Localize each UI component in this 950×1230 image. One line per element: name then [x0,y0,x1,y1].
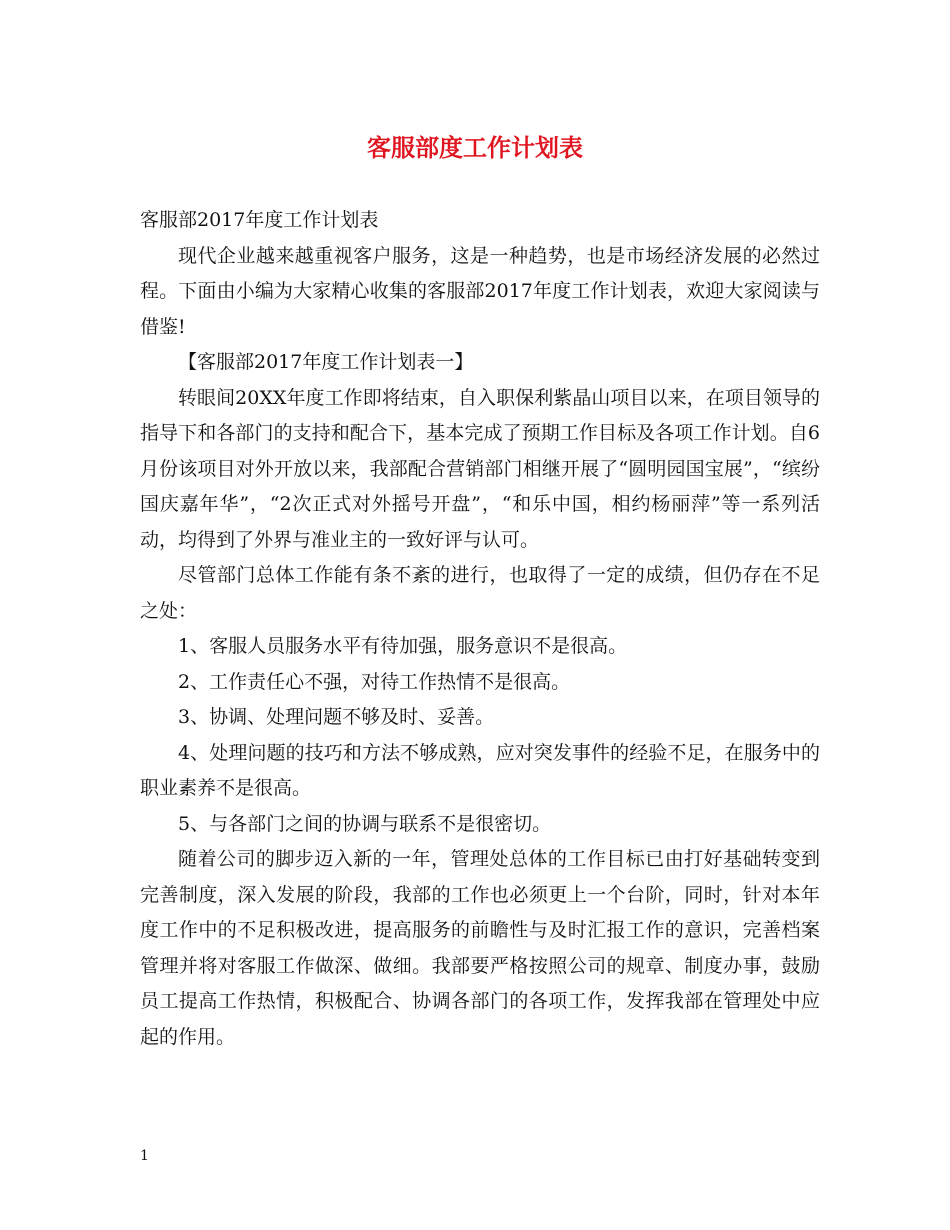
paragraph-plan: 随着公司的脚步迈入新的一年，管理处总体的工作目标已由打好基础转变到完善制度，深入发展的阶段，我部的工作也必须更上一个台阶，同时，针对本年度工作中的不足积极改进，提高服务的前瞻性与及时汇报工作的意识，完善档案管理并将对客服工作做深、做细。我部要严格按照公司的规章、制度办事，鼓励员工提高工作热情，积极配合、协调各部门的各项工作，发挥我部在管理处中应起的作用。 [140,848,820,1048]
document-subtitle: 客服部2017年度工作计划表 [140,209,379,231]
list-item-3: 3、协调、处理问题不够及时、妥善。 [178,706,495,728]
paragraph-intro: 现代企业越来越重视客户服务，这是一种趋势，也是市场经济发展的必然过程。下面由小编为大家精心收集的客服部2017年度工作计划表，欢迎大家阅读与借鉴! [140,244,820,338]
list-item-4: 4、处理问题的技巧和方法不够成熟，应对突发事件的经验不足，在服务中的职业素养不是很高。 [140,741,820,799]
paragraph-summary: 转眼间20XX年度工作即将结束，自入职保利紫晶山项目以来，在项目领导的指导下和各部门的支持和配合下，基本完成了预期工作目标及各项工作计划。自6月份该项目对外开放以来，我部配合营销部门相继开展了“圆明园国宝展”，“缤纷国庆嘉年华”，“2次正式对外摇号开盘”，“和乐中国，相约杨丽萍”等一系列活动，均得到了外界与准业主的一致好评与认可。 [140,386,820,551]
document-body [140,203,820,1055]
paragraph-shortcomings: 尽管部门总体工作能有条不紊的进行，也取得了一定的成绩，但仍存在不足之处： [140,564,820,622]
list-item-2: 2、工作责任心不强，对待工作热情不是很高。 [178,670,571,693]
document-title: 客服部度工作计划表 [367,133,583,162]
list-item-1: 1、客服人员服务水平有待加强，服务意识不是很高。 [178,635,628,657]
section-heading: 【客服部2017年度工作计划表一】 [178,351,474,373]
page-number: 1 [140,1148,149,1164]
list-item-5: 5、与各部门之间的协调与联系不是很密切。 [178,812,552,835]
